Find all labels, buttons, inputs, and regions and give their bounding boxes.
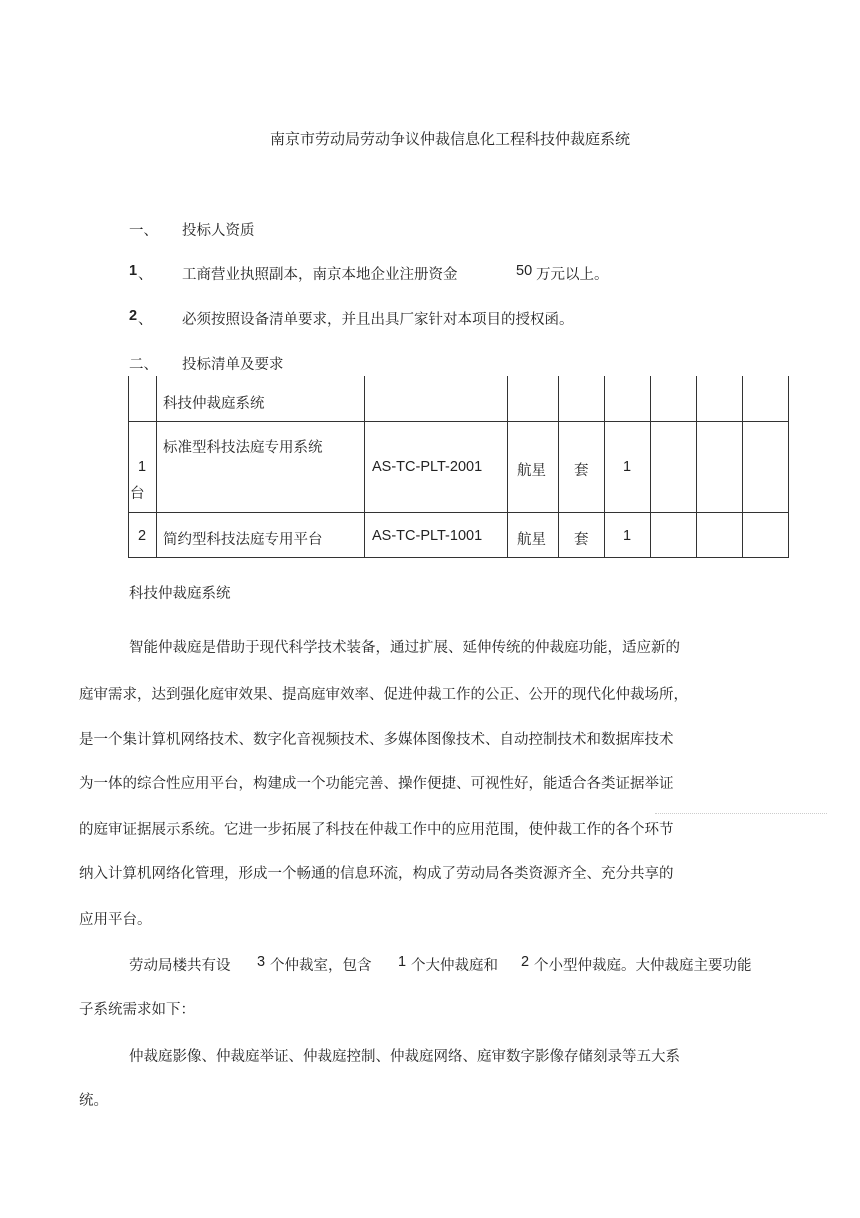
section-1-label: 投标人资质 — [182, 223, 255, 239]
row-1-unit: 套 — [574, 463, 589, 479]
section-2-label: 投标清单及要求 — [182, 357, 284, 373]
table-rule — [558, 376, 559, 558]
table-rule — [650, 376, 651, 558]
paragraph-1-line: 的庭审证据展示系统。它进一步拓展了科技在仲裁工作中的应用范围，使仲裁工作的各个环节 — [79, 822, 674, 838]
table-rule — [788, 376, 789, 558]
table-rule — [696, 376, 697, 558]
section-1-number: 一、 — [129, 223, 158, 239]
item-1-text: 工商营业执照副本，南京本地企业注册资金 — [182, 267, 458, 283]
paragraph-3-line: 统。 — [79, 1093, 108, 1109]
row-2-brand: 航星 — [517, 532, 546, 548]
subheading: 科技仲裁庭系统 — [129, 586, 231, 602]
row-2-name: 简约型科技法庭专用平台 — [163, 532, 323, 548]
item-1-separator: 、 — [138, 267, 153, 283]
dotted-rule — [655, 813, 827, 814]
item-2-text: 必须按照设备清单要求，并且出具厂家针对本项目的授权函。 — [182, 312, 574, 328]
table-rule — [128, 421, 789, 422]
row-2-model: AS-TC-PLT-1001 — [372, 528, 483, 544]
table-group-name: 科技仲裁庭系统 — [163, 396, 265, 412]
row-1-index-wrap: 台 — [130, 486, 145, 502]
row-1-name: 标准型科技法庭专用系统 — [163, 440, 323, 456]
item-1-amount: 50 — [516, 263, 533, 279]
paragraph-2-line: 子系统需求如下： — [79, 1002, 195, 1018]
item-2-separator: 、 — [138, 312, 153, 328]
row-1-index: 1 — [138, 459, 147, 475]
row-2-index: 2 — [138, 528, 147, 544]
paragraph-2-part: 个小型仲裁庭。大仲裁庭主要功能 — [534, 958, 752, 974]
table-rule — [128, 557, 789, 558]
item-1-number: 1 — [129, 263, 138, 279]
paragraph-3-line: 仲裁庭影像、仲裁庭举证、仲裁庭控制、仲裁庭网络、庭审数字影像存储刻录等五大系 — [129, 1049, 680, 1065]
item-2-number: 2 — [129, 308, 138, 324]
paragraph-1-line: 应用平台。 — [79, 912, 152, 928]
table-rule — [364, 376, 365, 558]
table-rule — [742, 376, 743, 558]
table-rule — [156, 376, 157, 558]
paragraph-1-line: 为一体的综合性应用平台，构建成一个功能完善、操作便捷、可视性好，能适合各类证据举证 — [79, 776, 674, 792]
bid-list-table — [128, 376, 789, 558]
paragraph-1-line: 是一个集计算机网络技术、数字化音视频技术、多媒体图像技术、自动控制技术和数据库技术 — [79, 732, 674, 748]
table-rule — [604, 376, 605, 558]
item-1-text-after: 万元以上。 — [536, 267, 609, 283]
paragraph-1-line: 庭审需求，达到强化庭审效果、提高庭审效率、促进仲裁工作的公正、公开的现代化仲裁场所， — [79, 687, 688, 703]
paragraph-2-number: 1 — [398, 954, 407, 970]
row-1-model: AS-TC-PLT-2001 — [372, 459, 483, 475]
paragraph-1-line: 纳入计算机网络化管理，形成一个畅通的信息环流，构成了劳动局各类资源齐全、充分共享的 — [79, 866, 674, 882]
row-1-brand: 航星 — [517, 463, 546, 479]
table-rule — [507, 376, 508, 558]
paragraph-2-number: 3 — [257, 954, 266, 970]
paragraph-2-part: 个仲裁室，包含 — [270, 958, 372, 974]
paragraph-2-part: 个大仲裁庭和 — [411, 958, 498, 974]
table-rule — [128, 376, 129, 558]
paragraph-1-line: 智能仲裁庭是借助于现代科学技术装备，通过扩展、延伸传统的仲裁庭功能，适应新的 — [129, 640, 680, 656]
paragraph-2-part: 劳动局楼共有设 — [129, 958, 231, 974]
page-title: 南京市劳动局劳动争议仲裁信息化工程科技仲裁庭系统 — [269, 130, 630, 148]
row-2-qty: 1 — [623, 528, 632, 544]
section-2-number: 二、 — [129, 357, 158, 373]
row-1-qty: 1 — [623, 459, 632, 475]
table-rule — [128, 512, 789, 513]
paragraph-2-number: 2 — [521, 954, 530, 970]
row-2-unit: 套 — [574, 532, 589, 548]
